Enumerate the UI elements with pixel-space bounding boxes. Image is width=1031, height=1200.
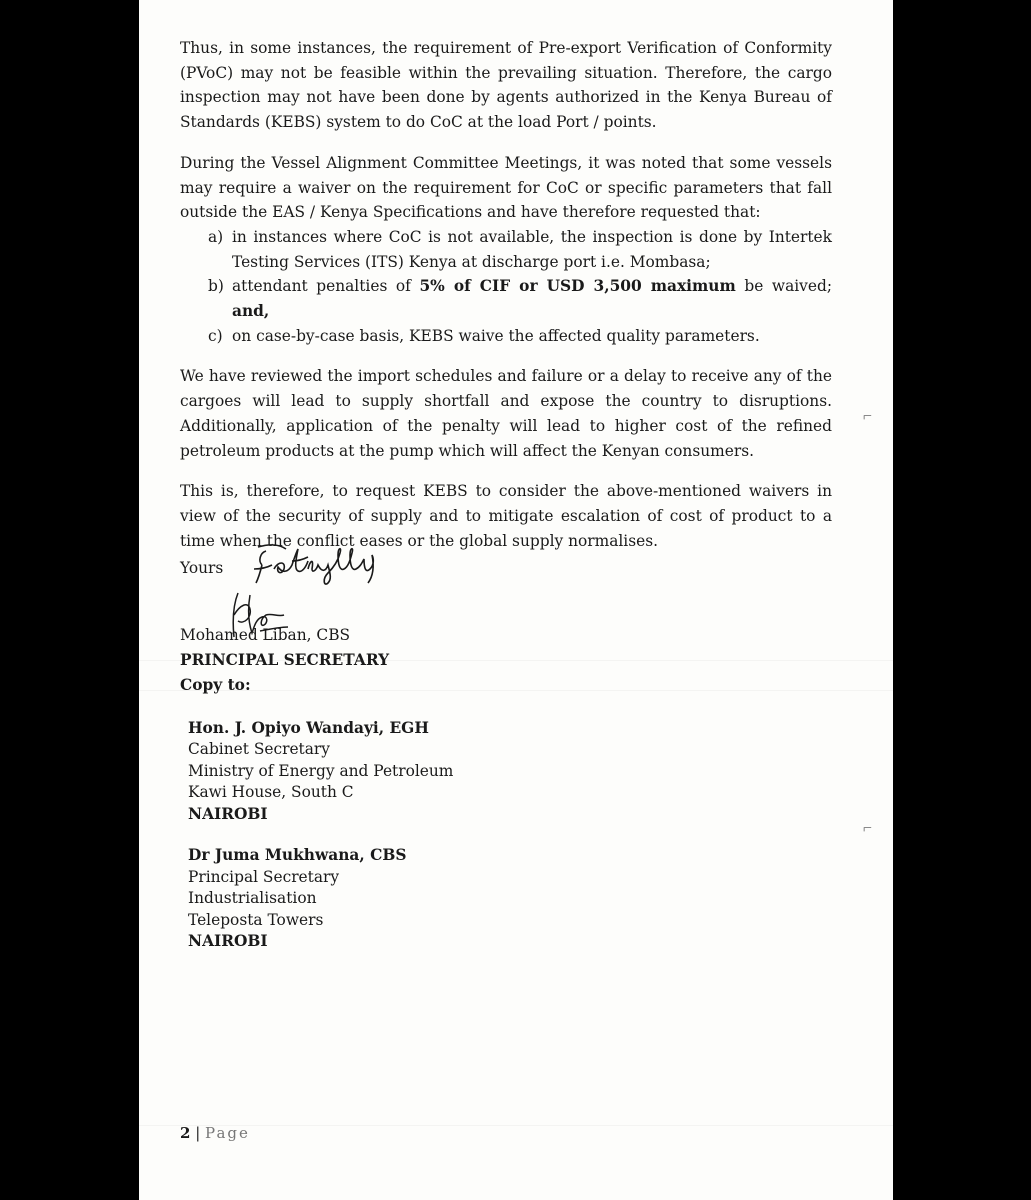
penalty-text-end: be waived;: [735, 277, 833, 296]
recipient-line: Industrialisation: [188, 889, 317, 908]
letter-body: [180, 36, 832, 953]
copy-to-label: Copy to:: [180, 676, 251, 695]
recipient-line: Teleposta Towers: [188, 910, 324, 929]
request-list: [180, 225, 832, 349]
recipient-line: Cabinet Secretary: [188, 740, 330, 759]
list-item: [208, 324, 832, 349]
list-item-label: a): [208, 227, 224, 246]
conjunction: and,: [232, 302, 270, 321]
page-number: 2: [180, 1124, 191, 1142]
page-separator: |: [190, 1124, 206, 1142]
paragraph-import-schedules: We have reviewed the import schedules and failure or a delay to receive any of the cargoes will lead to supply shortfall and expose the country to disruptions. Additionally, application of the penalty will lead to higher cost of the refined petroleum products at the pump which will affect the Kenyan consumers.: [180, 367, 832, 460]
paragraph-vessel-committee: During the Vessel Alignment Committee Meetings, it was noted that some vessels may require a waiver on the requirement for CoC or specific parameters that fall outside the EAS / Kenya Specifications and have therefore requested that:: [180, 153, 832, 222]
recipient-line: Kawi House, South C: [188, 783, 354, 802]
recipient-name: Dr Juma Mukhwana, CBS: [188, 846, 407, 865]
penalty-text: attendant penalties of: [232, 277, 420, 296]
list-item: [208, 225, 832, 274]
paragraph-pvoc: Thus, in some instances, the requirement of Pre-export Verification of Conformity (PVoC) may not be feasible within the prevailing situation. Therefore, the cargo inspection may not have been done by agents authorized in the Kenya Bureau of Standards (KEBS) system to do CoC at the load Port / points.: [180, 39, 832, 132]
list-item-text: [232, 274, 832, 323]
handwritten-faithfully: [252, 539, 392, 589]
list-item: [208, 274, 832, 323]
paragraph-request: This is, therefore, to request KEBS to consider the above-mentioned waivers in view of the security of supply and to mitigate escalation of cost of product to a time when the conflict eases or the global supply normalises.: [180, 482, 832, 550]
copy-recipient: [180, 718, 832, 826]
recipient-city: NAIROBI: [188, 932, 268, 951]
recipient-line: Principal Secretary: [188, 867, 340, 886]
recipient-city: NAIROBI: [188, 804, 268, 823]
signature-block: [180, 553, 832, 648]
list-item-text: on case-by-case basis, KEBS waive the affected quality parameters.: [232, 326, 760, 345]
closing-yours: Yours: [180, 559, 224, 578]
recipient-line: Ministry of Energy and Petroleum: [188, 761, 454, 780]
list-item-text: in instances where CoC is not available, the inspection is done by Intertek Testing Services (ITS) Kenya at discharge port i.e. Mombasa;: [232, 227, 832, 271]
scan-mark: ⌐: [863, 820, 873, 837]
page-word: Page: [205, 1124, 250, 1142]
page-footer: [180, 1124, 250, 1142]
copy-recipient: [180, 845, 832, 953]
recipient-name: Hon. J. Opiyo Wandayi, EGH: [188, 718, 429, 737]
list-item-label: c): [208, 326, 223, 345]
signatory-title: PRINCIPAL SECRETARY: [180, 651, 390, 670]
list-item-label: b): [208, 277, 224, 296]
scan-mark: ⌐: [863, 408, 873, 425]
document-page: [139, 0, 893, 1200]
penalty-amount: 5% of CIF or USD 3,500 maximum: [419, 277, 736, 296]
signatory-name: Mohamed Liban, CBS: [180, 626, 351, 645]
